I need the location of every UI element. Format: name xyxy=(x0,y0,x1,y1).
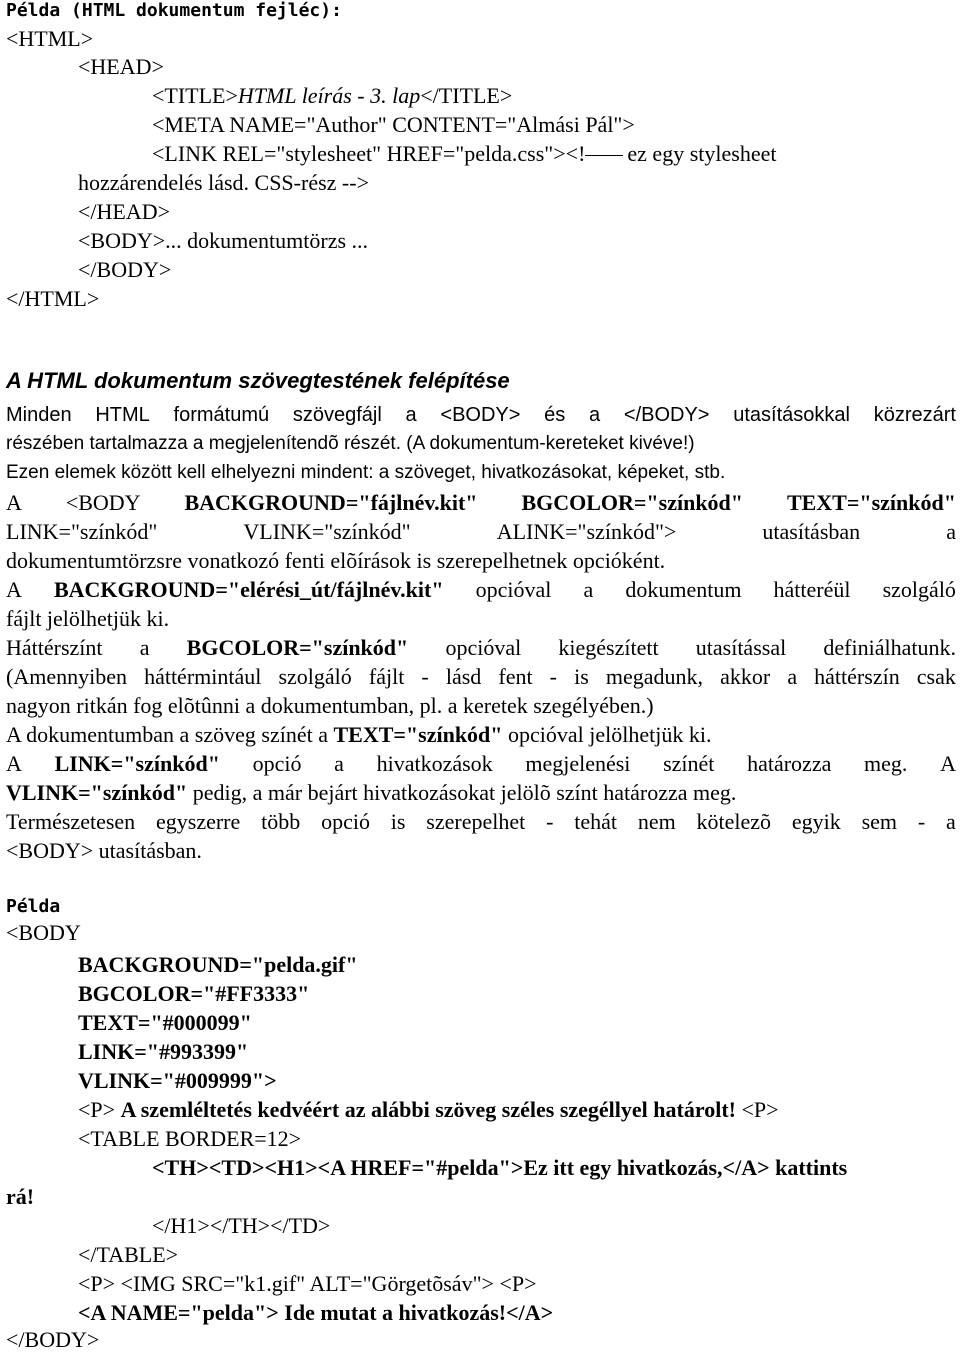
word: utasításokkal xyxy=(733,404,850,426)
word: dokumentum xyxy=(625,577,742,602)
code-body-line: <BODY>... dokumentumtörzs ... xyxy=(78,228,369,253)
p1-line3: Ezen elemek között kell elhelyezni mindent: a szöveget, hivatkozásokat, képeket, stb. xyxy=(6,462,726,483)
word: (Amennyiben xyxy=(6,664,127,689)
word: háttérmintául xyxy=(144,664,262,689)
word: akkor xyxy=(720,664,771,689)
word: a xyxy=(139,635,150,660)
word: a xyxy=(405,404,417,426)
code2-th-close: </H1></TH></TD> xyxy=(152,1213,331,1238)
word: A xyxy=(6,751,22,776)
word: utasításban xyxy=(762,519,861,544)
code2-table-open: <TABLE BORDER=12> xyxy=(78,1126,302,1151)
word: VLINK="színkód" xyxy=(243,519,411,544)
word: - xyxy=(917,809,926,834)
word: BACKGROUND="elérési_út/fájlnév.kit" xyxy=(53,577,444,602)
word: csak xyxy=(916,664,956,689)
word: több xyxy=(261,809,301,834)
word: <BODY> xyxy=(440,404,521,426)
p4-line2 xyxy=(6,666,956,688)
code-body-close: </BODY> xyxy=(78,257,172,282)
section-title: A HTML dokumentum szövegtestének felépítése xyxy=(6,368,510,393)
word: opció xyxy=(252,751,302,776)
p2-line3: dokumentumtörzsre vonatkozó fenti elõírások is szerepelhetnek opcióként. xyxy=(6,548,666,573)
word: formátumú xyxy=(173,404,270,426)
comment-dash xyxy=(585,155,623,156)
word: kiegészített xyxy=(558,635,659,660)
text-run: TEXT="színkód" xyxy=(333,722,503,747)
word: fent xyxy=(498,664,533,689)
word: BGCOLOR="színkód" xyxy=(521,490,744,515)
code-link-c: hozzárendelés lásd. CSS-rész --> xyxy=(78,170,369,195)
word: BGCOLOR="színkód" xyxy=(186,635,409,660)
word: lásd xyxy=(445,664,482,689)
text-run: <P> xyxy=(78,1271,116,1296)
word: és xyxy=(544,404,566,426)
word: szerepelhet xyxy=(426,809,526,834)
code2-th-line: <TH><TD><H1><A HREF="#pelda">Ez itt egy hivatkozás,</A> kattints xyxy=(152,1155,848,1180)
p4-line1 xyxy=(6,637,956,659)
p7-line1 xyxy=(6,811,956,833)
word: szövegfájl xyxy=(292,404,382,426)
code-head-open: <HEAD> xyxy=(78,54,164,79)
code-html-close: </HTML> xyxy=(6,286,100,311)
word: hivatkozások xyxy=(376,751,493,776)
word: - xyxy=(546,809,554,834)
word: egyszerre xyxy=(156,809,241,834)
code-title-line xyxy=(152,85,512,107)
code2-table-close: </TABLE> xyxy=(78,1242,179,1267)
p6-line2 xyxy=(6,782,736,804)
code2-link: LINK="#993399" xyxy=(78,1039,249,1064)
word: egyik xyxy=(791,809,841,834)
word: is xyxy=(574,664,589,689)
word: LINK="színkód" xyxy=(54,751,220,776)
word: opcióval xyxy=(445,635,522,660)
word: A xyxy=(6,577,22,602)
word: a xyxy=(787,664,798,689)
text-run: <P> xyxy=(499,1271,537,1296)
example2-heading: Példa xyxy=(6,896,61,917)
p1-line1 xyxy=(6,405,956,425)
code2-bgcolor: BGCOLOR="#FF3333" xyxy=(78,981,310,1006)
word: - xyxy=(549,664,557,689)
word: nem xyxy=(637,809,676,834)
code2-body-close: </BODY> xyxy=(6,1327,100,1352)
text-run: VLINK="színkód" xyxy=(6,780,188,805)
word: Természetesen xyxy=(6,809,136,834)
word: BACKGROUND="fájlnév.kit" xyxy=(184,490,478,515)
code-title-open: <TITLE> xyxy=(152,83,238,108)
text-run: pedig, a már bejárt hivatkozásokat jelölõ színt határozza meg. xyxy=(187,780,737,805)
text-run: A dokumentumban a szöveg színét a xyxy=(6,722,334,747)
word: A xyxy=(940,751,956,776)
code-link-b: ez egy stylesheet xyxy=(627,141,777,166)
code2-p-line xyxy=(78,1099,779,1121)
word: fájlt xyxy=(368,664,405,689)
text-run: <IMG SRC="k1.gif" ALT="Görgetõsáv"> xyxy=(120,1271,494,1296)
code2-text: TEXT="#000099" xyxy=(78,1010,252,1035)
code2-vlink: VLINK="#009999"> xyxy=(78,1068,277,1093)
p4-line3: nagyon ritkán fog elõtûnni a dokumentumban, pl. a keretek szegélyében.) xyxy=(6,693,654,718)
word: határozza xyxy=(747,751,832,776)
code-title-text: HTML leírás - 3. lap xyxy=(237,83,421,108)
word: HTML xyxy=(95,404,150,426)
word: szolgáló xyxy=(882,577,956,602)
word: sem xyxy=(861,809,898,834)
code2-img-line xyxy=(78,1273,537,1295)
word: ALINK="színkód"> xyxy=(496,519,677,544)
word: - xyxy=(421,664,429,689)
p5-line xyxy=(6,724,711,746)
example1-heading: Példa (HTML dokumentum fejléc): xyxy=(6,0,342,21)
text-run: <P> xyxy=(78,1097,116,1122)
word: utasítással xyxy=(695,635,787,660)
code-meta: <META NAME="Author" CONTENT="Almási Pál"> xyxy=(152,112,635,137)
word: Háttérszínt xyxy=(6,635,103,660)
code2-th-wrap: rá! xyxy=(6,1184,35,1209)
word: háttérszín xyxy=(814,664,900,689)
code2-background: BACKGROUND="pelda.gif" xyxy=(78,952,358,977)
word: a xyxy=(334,751,344,776)
word: A xyxy=(6,490,22,515)
text-run: <P> xyxy=(741,1097,779,1122)
code2-anchor: <A NAME="pelda"> Ide mutat a hivatkozás!</A> xyxy=(78,1300,554,1325)
code-link-line xyxy=(152,143,776,165)
word: definiálhatunk. xyxy=(823,635,956,660)
p2-line1 xyxy=(6,492,956,514)
p2-line2 xyxy=(6,521,956,543)
word: is xyxy=(390,809,406,834)
word: megadunk, xyxy=(605,664,704,689)
code-title-close: </TITLE> xyxy=(420,83,513,108)
word: hátteréül xyxy=(773,577,851,602)
word: a xyxy=(946,519,956,544)
code-head-close: </HEAD> xyxy=(78,199,171,224)
p6-line1 xyxy=(6,753,956,775)
word: megjelenési xyxy=(525,751,631,776)
word: opció xyxy=(321,809,370,834)
word: Minden xyxy=(6,404,72,426)
word: szolgáló xyxy=(278,664,352,689)
p3-line1 xyxy=(6,579,956,601)
word: közrezárt xyxy=(873,404,956,426)
word: <BODY xyxy=(65,490,141,515)
code-link-a: <LINK REL="stylesheet" HREF="pelda.css"><! xyxy=(152,141,586,166)
word: tehát xyxy=(574,809,617,834)
word: LINK="színkód" xyxy=(6,519,158,544)
word: meg. xyxy=(864,751,908,776)
text-run: opcióval jelölhetjük ki. xyxy=(502,722,712,747)
word: a xyxy=(583,577,594,602)
code-html-open: <HTML> xyxy=(6,26,94,51)
code2-body-open: <BODY xyxy=(6,920,81,945)
word: kötelezõ xyxy=(696,809,772,834)
word: TEXT="színkód" xyxy=(786,490,956,515)
word: </BODY> xyxy=(623,404,710,426)
text-run: A szemléltetés kedvéért az alábbi szöveg széles szegéllyel határolt! xyxy=(120,1097,736,1122)
word: színét xyxy=(663,751,715,776)
word: a xyxy=(589,404,601,426)
p7-line2: <BODY> utasításban. xyxy=(6,838,202,863)
p1-line2: részében tartalmazza a megjelenítendõ részét. (A dokumentum-kereteket kivéve!) xyxy=(6,433,695,454)
word: a xyxy=(946,809,956,834)
word: opcióval xyxy=(475,577,552,602)
p3-line2: fájlt jelölhetjük ki. xyxy=(6,606,170,631)
